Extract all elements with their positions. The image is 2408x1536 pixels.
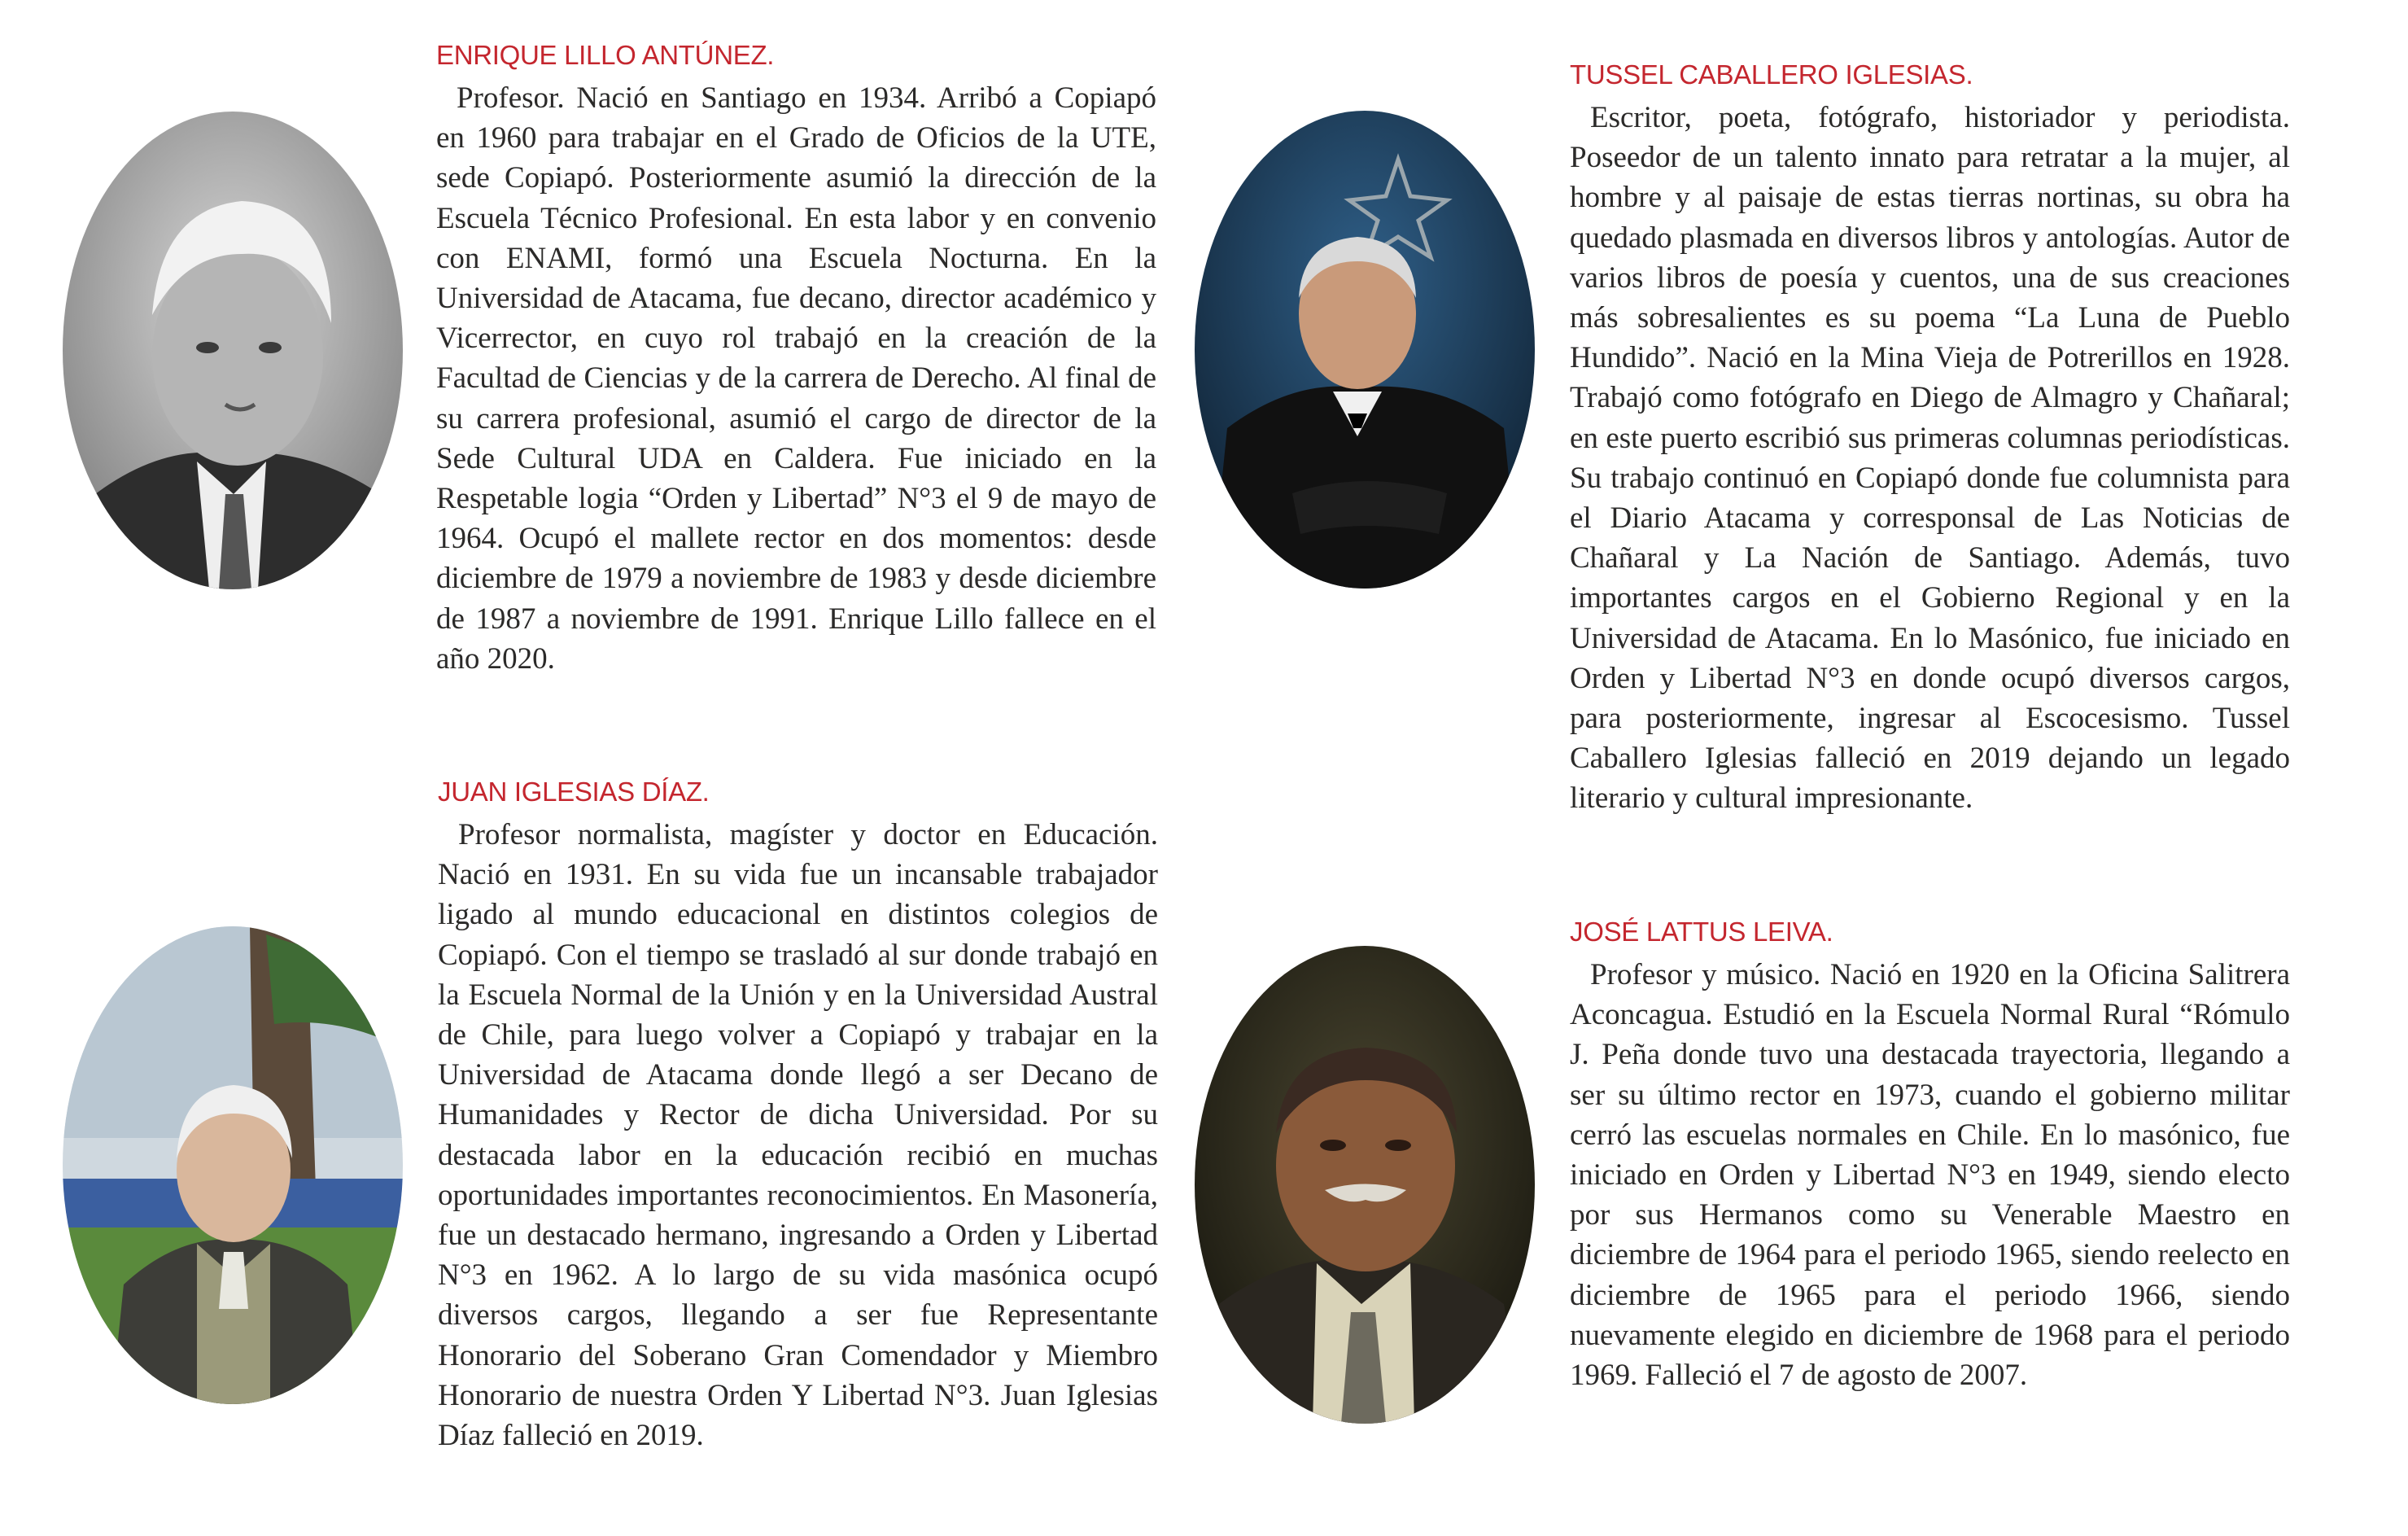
- bio-text: Profesor normalista, magíster y doctor en Educación. Nació en 1931. En su vida fue un incansable trabajador ligado al mundo educacional en distintos colegios de Copiapó. Con el tiempo se trasladó al sur donde trabajó en la Escuela Normal de la Unión y en la Universidad Austral de Chile, para luego volver a Copiapó y trabajar en la Universidad de Atacama donde llegó a ser Decano de Humanidades y Rector de dicha Universidad. Por su destacada labor en la educación recibió en muchas oportunidades importantes reconocimientos. En Masonería, fue un destacado hermano, ingresando a Orden y Libertad N°3 en 1962. A lo largo de su vida masónica ocupó diversos cargos, llegando a ser fue Representante Honorario del Soberano Gran Comendador y Miembro Honorario de nuestra Orden Y Libertad N°3. Juan Iglesias Díaz falleció en 2019.: [438, 818, 1158, 1453]
- bio-juan-iglesias: [438, 774, 1158, 1455]
- bio-enrique-lillo: [436, 37, 1156, 679]
- bio-text: Escritor, poeta, fotógrafo, historiador y periodista. Poseedor de un talento innato para retratar a la mujer, al hombre y al paisaje de estas tierras nortinas, su obra ha quedado plasmada en diversos libros y antologías. Autor de varios libros de poesía y cuentos, una de sus creaciones más sobresalientes es su poema “La Luna de Pueblo Hundido”. Nació en la Mina Vieja de Potrerillos en 1928. Trabajó como fotógrafo en Diego de Almagro y Chañaral; en este puerto escribió sus primeras columnas periodísticas. Su trabajo continuó en Copiapó donde fue columnista para el Diario Atacama y corresponsal de Las Noticias de Chañaral y La Nación de Santiago. Además, tuvo importantes cargos en el Gobierno Regional y en la Universidad de Atacama. En lo Masónico, fue iniciado en Orden y Libertad N°3 en donde ocupó diversos cargos, para posteriormente, ingresar al Escocesismo. Tussel Caballero Iglesias falleció en 2019 dejando un legado literario y cultural impresionante.: [1570, 101, 2290, 816]
- portrait-juan-iglesias: [63, 926, 403, 1404]
- bio-tussel-caballero: [1570, 57, 2290, 819]
- bio-text: Profesor y músico. Nació en 1920 en la Oficina Salitrera Aconcagua. Estudió en la Escuela Normal Rural “Rómulo J. Peña donde tuvo una destacada trayectoria, llegando a ser su último rector en 1973, cuando el gobierno militar cerró las escuelas normales en Chile. En lo masónico, fue iniciado en Orden y Libertad N°3 en 1949, siendo electo por sus Hermanos como su Venerable Maestro en diciembre de 1964 para el periodo 1965, siendo reelecto en diciembre de 1965 para el periodo 1966, siendo nuevamente elegido en diciembre de 1968 para el periodo 1969. Falleció el 7 de agosto de 2007.: [1570, 958, 2290, 1393]
- bio-name: TUSSEL CABALLERO IGLESIAS.: [1570, 59, 1973, 90]
- portrait-enrique-lillo: [63, 112, 403, 589]
- portrait-jose-lattus: [1195, 946, 1535, 1424]
- bio-name: JOSÉ LATTUS LEIVA.: [1570, 917, 1833, 947]
- bio-name: ENRIQUE LILLO ANTÚNEZ.: [436, 40, 775, 70]
- portrait-tussel-caballero: [1195, 111, 1535, 589]
- bio-jose-lattus: [1570, 914, 2290, 1395]
- bio-name: JUAN IGLESIAS DÍAZ.: [438, 777, 710, 807]
- bio-text: Profesor. Nació en Santiago en 1934. Arribó a Copiapó en 1960 para trabajar en el Grado de Oficios de la UTE, sede Copiapó. Posteriormente asumió la dirección de la Escuela Técnico Profesional. En esta labor y en convenio con ENAMI, formó una Escuela Nocturna. En la Universidad de Atacama, fue decano, director académico y Vicerrector, en cuyo rol trabajó en la creación de la Facultad de Ciencias y de la carrera de Derecho. Al final de su carrera profesional, asumió el cargo de director de la Sede Cultural UDA en Caldera. Fue iniciado en la Respetable logia “Orden y Libertad” N°3 el 9 de mayo de 1964. Ocupó el mallete rector en dos momentos: desde diciembre de 1979 a noviembre de 1983 y desde diciembre de 1987 a noviembre de 1991. Enrique Lillo fallece en el año 2020.: [436, 81, 1156, 676]
